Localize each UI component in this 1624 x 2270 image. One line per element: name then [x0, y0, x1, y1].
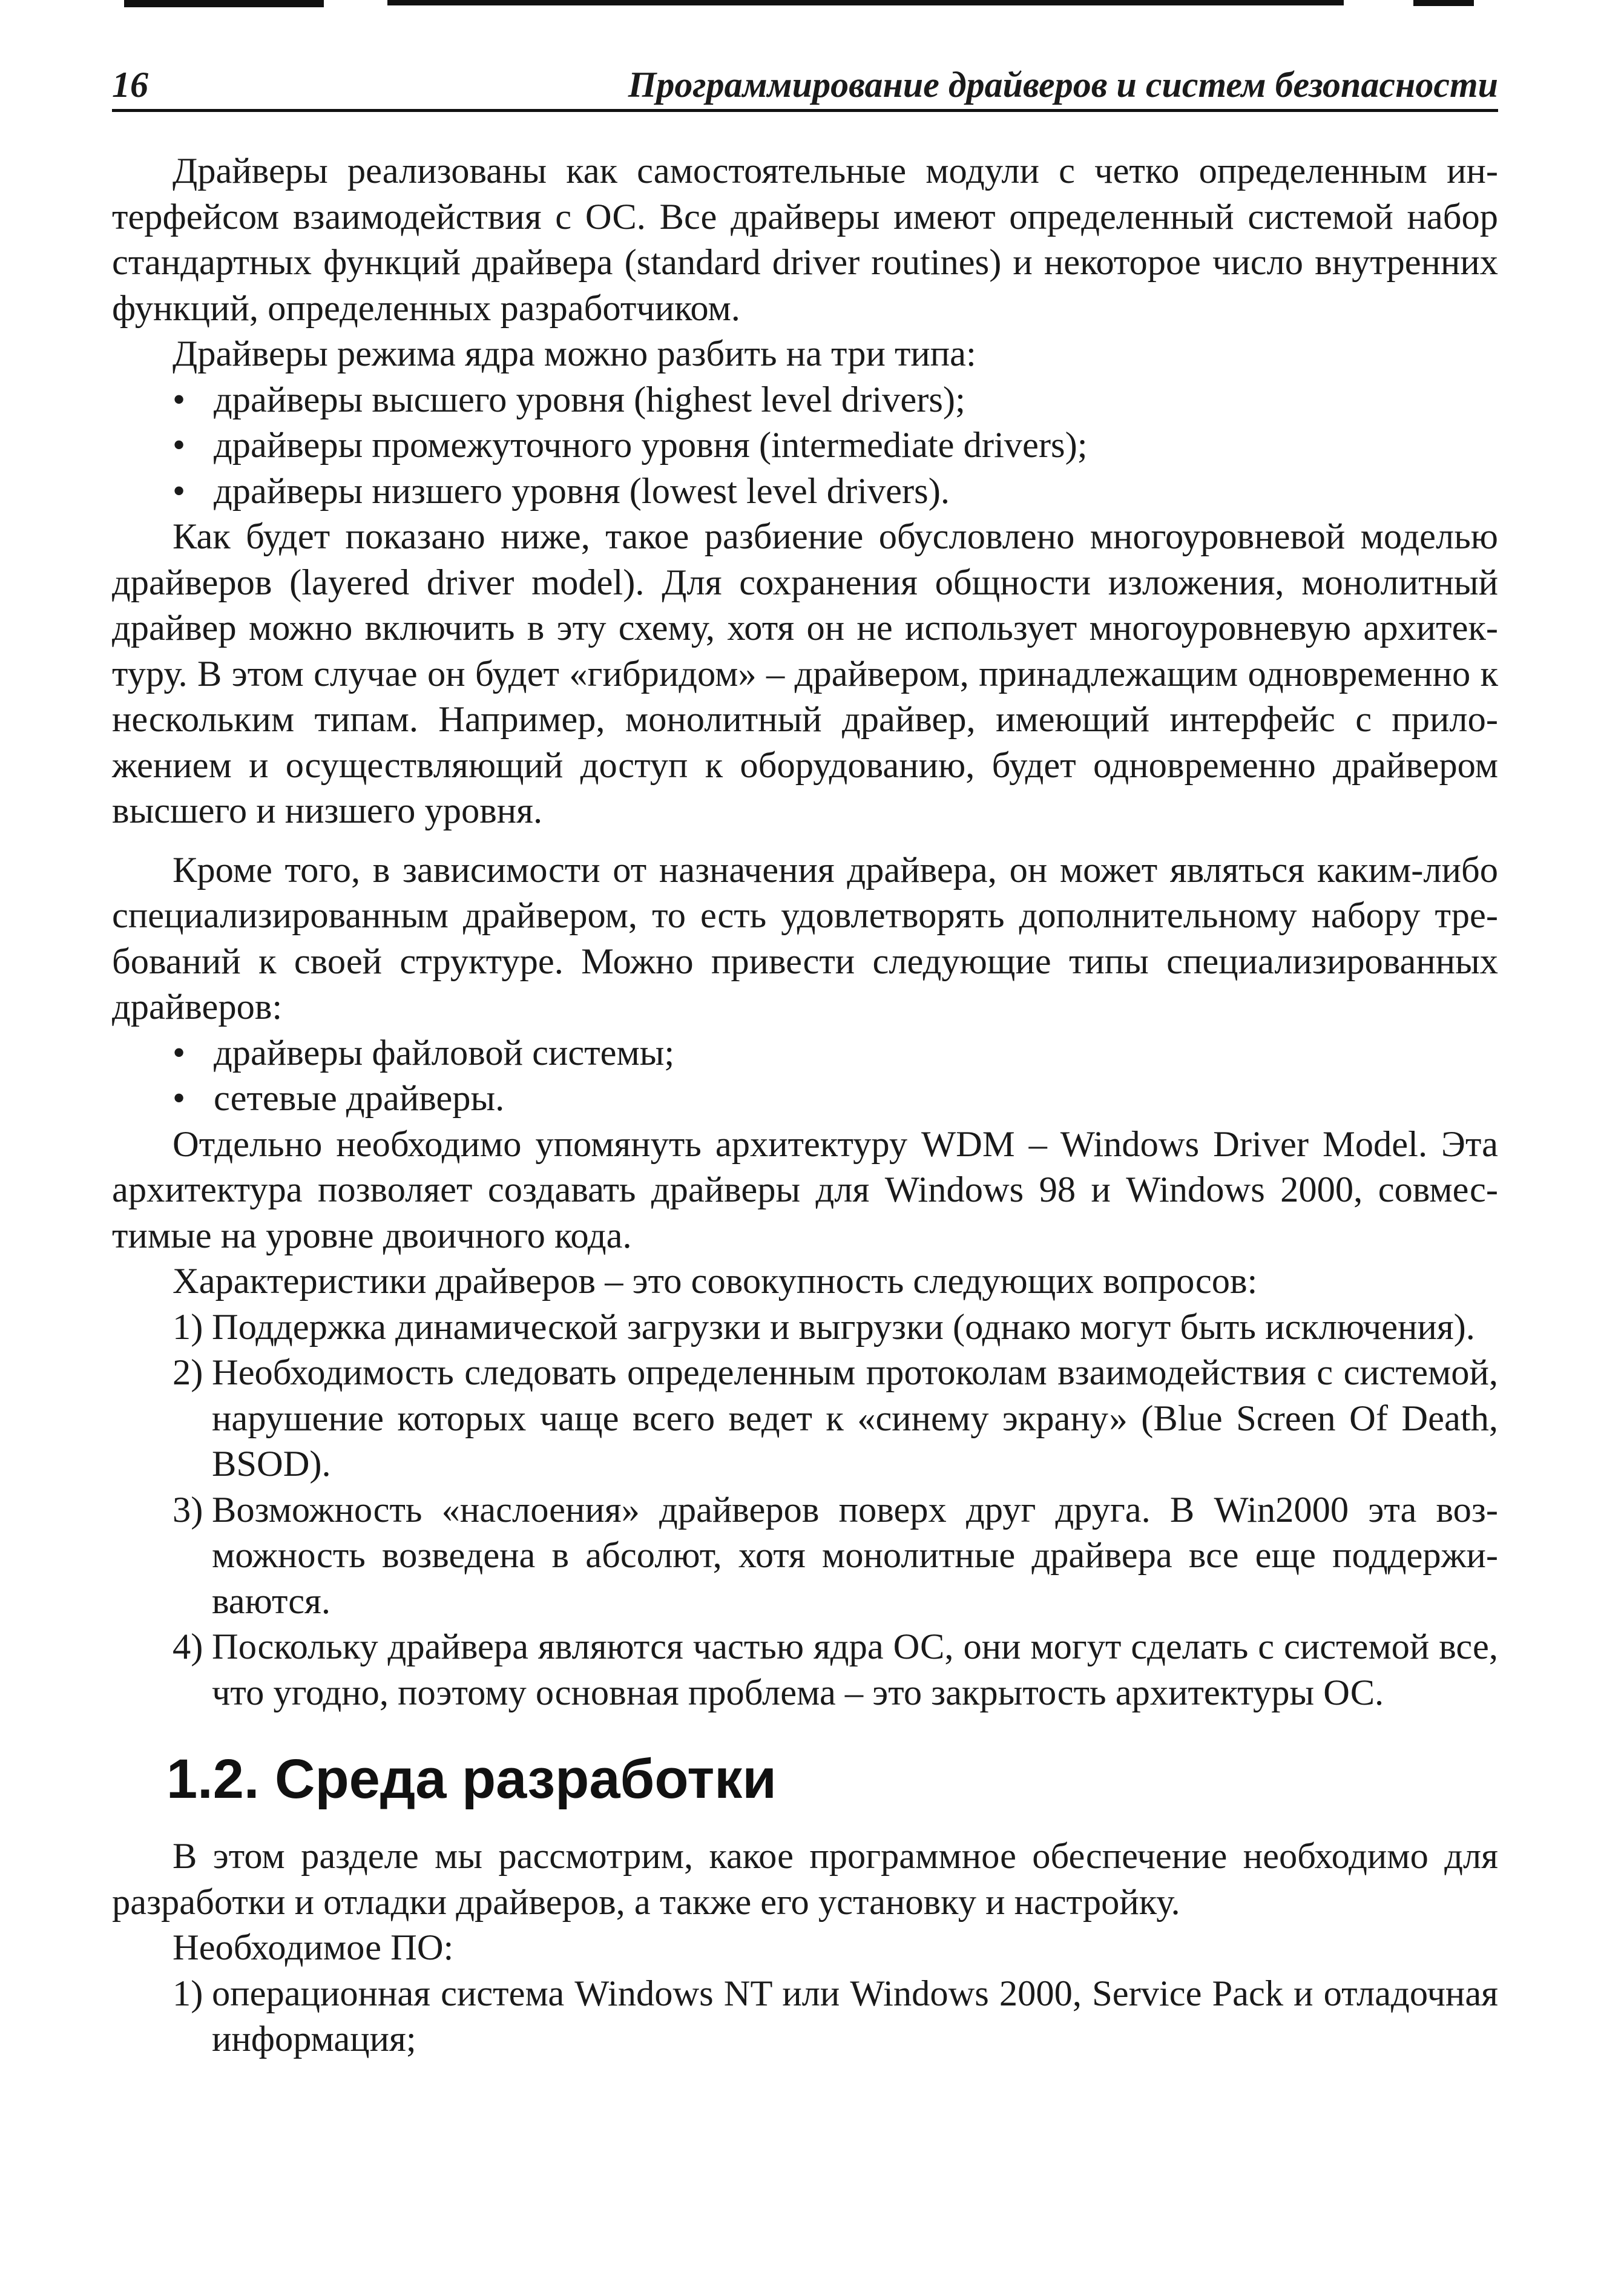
- list-item: [112, 1971, 1498, 2062]
- list-item: [112, 1350, 1498, 1487]
- paragraph: Необходимое ПО:: [173, 1927, 454, 1968]
- paragraph: Отдельно необходимо упомянуть архитектуру WDM – Windows Driver Model. Эта архитектура позволяет создавать драйверы для Windows 98 и Windows 2000, совместимые на уровне двоичного кода.: [112, 1123, 1498, 1256]
- paragraph: Драйверы реализованы как самостоятельные модули с четко определенным интерфейсом взаимодействия с ОС. Все драйверы имеют определенный системой набор стандартных функций драйвера (standard driver routines) и некоторое число внутренних функций, определенных разработчиком.: [112, 151, 1498, 329]
- bullet-list-driver-types: [112, 377, 1498, 515]
- list-item: [112, 1304, 1498, 1350]
- list-item: • драйверы низшего уровня (lowest level drivers).: [112, 469, 1498, 515]
- list-text: Поддержка динамической загрузки и выгрузки (однако могут быть исключения).: [212, 1306, 1475, 1347]
- paragraph: Кроме того, в зависимости от назначения драйвера, он может являться каким-либо специализированным драйвером, то есть удовлетворять дополнительному набору требований к своей структуре. Можно привести следующие типы специализированных драйверов:: [112, 849, 1498, 1027]
- list-item: • сетевые драйверы.: [112, 1076, 1498, 1122]
- list-text: Возможность «наслоения» драйверов поверх друг друга. В Win2000 эта возможность возведена в абсолют, хотя монолитные драйвера все еще поддерживаются.: [212, 1489, 1498, 1622]
- list-text: Поскольку драйвера являются частью ядра ОС, они могут сделать с системой все, что угодно, поэтому основная проблема – это закрытость архитектуры ОС.: [212, 1627, 1498, 1713]
- list-number: 3): [173, 1489, 203, 1530]
- list-item: • драйверы файловой системы;: [112, 1030, 1498, 1076]
- list-number: 4): [173, 1627, 203, 1667]
- top-edge-rule-right: [1413, 0, 1474, 6]
- numbered-list-characteristics: [112, 1304, 1498, 1716]
- page-body: [112, 148, 1498, 2062]
- numbered-list-required-software: [112, 1971, 1498, 2062]
- list-text: Необходимость следовать определенным протоколам взаимодействия с системой, нарушение которых чаще всего ведет к «синему экрану» (Blue Screen Of Death, BSOD).: [212, 1352, 1498, 1484]
- list-number: 2): [173, 1352, 203, 1393]
- paragraph: Характеристики драйверов – это совокупность следующих вопросов:: [173, 1261, 1258, 1301]
- list-text: операционная система Windows NT или Windows 2000, Service Pack и отладочная информация;: [212, 1973, 1498, 2059]
- list-item: • драйверы высшего уровня (highest level drivers);: [112, 377, 1498, 423]
- list-item: [112, 1487, 1498, 1625]
- list-number: 1): [173, 1306, 203, 1347]
- top-edge-rule-middle: [387, 0, 1344, 5]
- page-header: [112, 51, 1498, 106]
- top-edge-rule-left: [124, 0, 324, 7]
- running-title: Программирование драйверов и систем безопасности: [628, 65, 1498, 105]
- page-number: 16: [112, 65, 148, 105]
- paragraph: В этом разделе мы рассмотрим, какое программное обеспечение необходимо для разработки и отладки драйверов, а также его установку и настройку.: [112, 1836, 1498, 1923]
- paragraph: Драйверы режима ядра можно разбить на три типа:: [173, 334, 976, 374]
- paragraph: Как будет показано ниже, такое разбиение обусловлено многоуровневой моделью драйверов (layered driver model). Для сохранения общности изложения, монолитный драйвер можно включить в эту схему, хотя он не использует многоуровневую архитектуру. В этом случае он будет «гибридом» – драйвером, принадлежащим одновременно к нескольким типам. Например, монолитный драйвер, имеющий интерфейс с приложением и осуществляющий доступ к оборудованию, будет одновременно драйвером высшего и низшего уровня.: [112, 516, 1498, 831]
- section-heading: 1.2. Среда разработки: [166, 1748, 777, 1810]
- list-number: 1): [173, 1973, 203, 2014]
- list-item: • драйверы промежуточного уровня (intermediate drivers);: [112, 423, 1498, 469]
- bullet-list-specialized-drivers: [112, 1030, 1498, 1122]
- header-divider: [112, 109, 1498, 112]
- list-item: [112, 1624, 1498, 1716]
